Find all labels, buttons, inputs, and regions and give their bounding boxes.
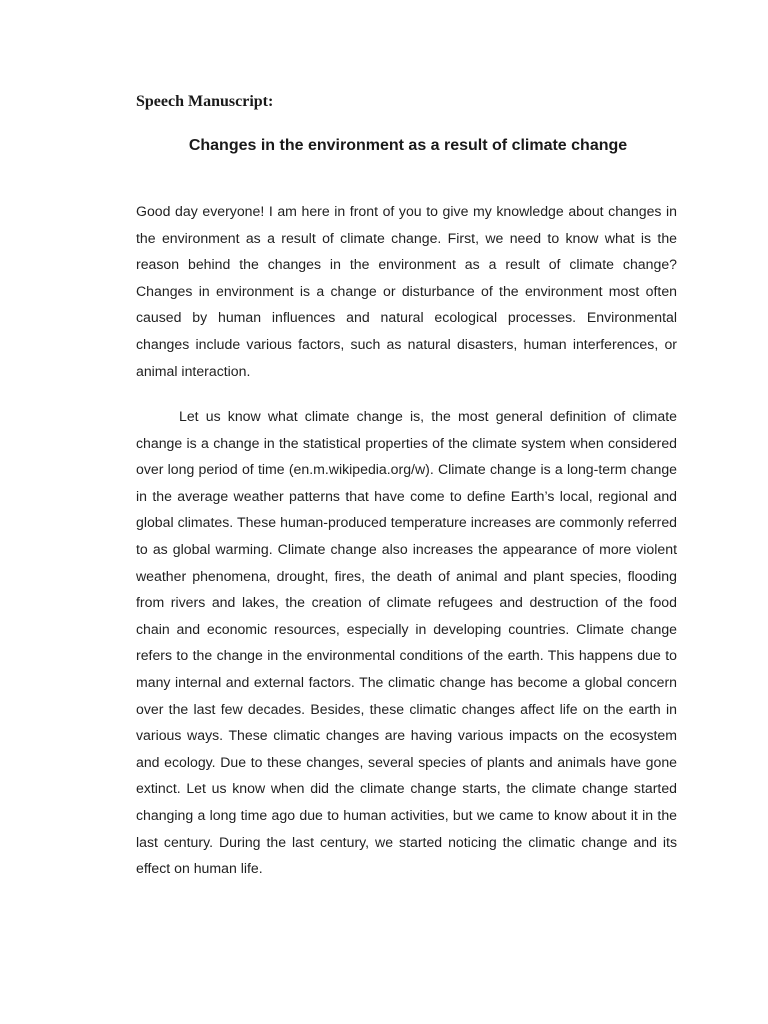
manuscript-label: Speech Manuscript: bbox=[136, 93, 274, 110]
paragraph-intro: Good day everyone! I am here in front of you to give my knowledge about changes in the environment as a result of climate change. First, we need to know what is the reason behind the changes in the environment as a result of climate change? Changes in environment is a change or disturbance of the environment most often caused by human influences and natural ecological processes. Environmental changes include various factors, such as natural disasters, human interferences, or animal interaction. bbox=[136, 203, 677, 379]
speech-title: Changes in the environment as a result of climate change bbox=[188, 137, 628, 154]
paragraph-definition: Let us know what climate change is, the most general definition of climate change is a change in the statistical properties of the climate system when considered over long period of time (en.m.wikipedia.org/w). Climate change is a long-term change in the average weather patterns that have come to define Earth’s local, regional and global climates. These human-produced temperature increases are commonly referred to as global warming. Climate change also increases the appearance of more violent weather phenomena, drought, fires, the death of animal and plant species, flooding from rivers and lakes, the creation of climate refugees and destruction of the food chain and economic resources, especially in developing countries. Climate change refers to the change in the environmental conditions of the earth. This happens due to many internal and external factors. The climatic change has become a global concern over the last few decades. Besides, these climatic changes affect life on the earth in various ways. These climatic changes are having various impacts on the ecosystem and ecology. Due to these changes, several species of plants and animals have gone extinct. Let us know when did the climate change starts, the climate change started changing a long time ago due to human activities, but we came to know about it in the last century. During the last century, we started noticing the climatic change and its effect on human life. bbox=[136, 408, 677, 877]
